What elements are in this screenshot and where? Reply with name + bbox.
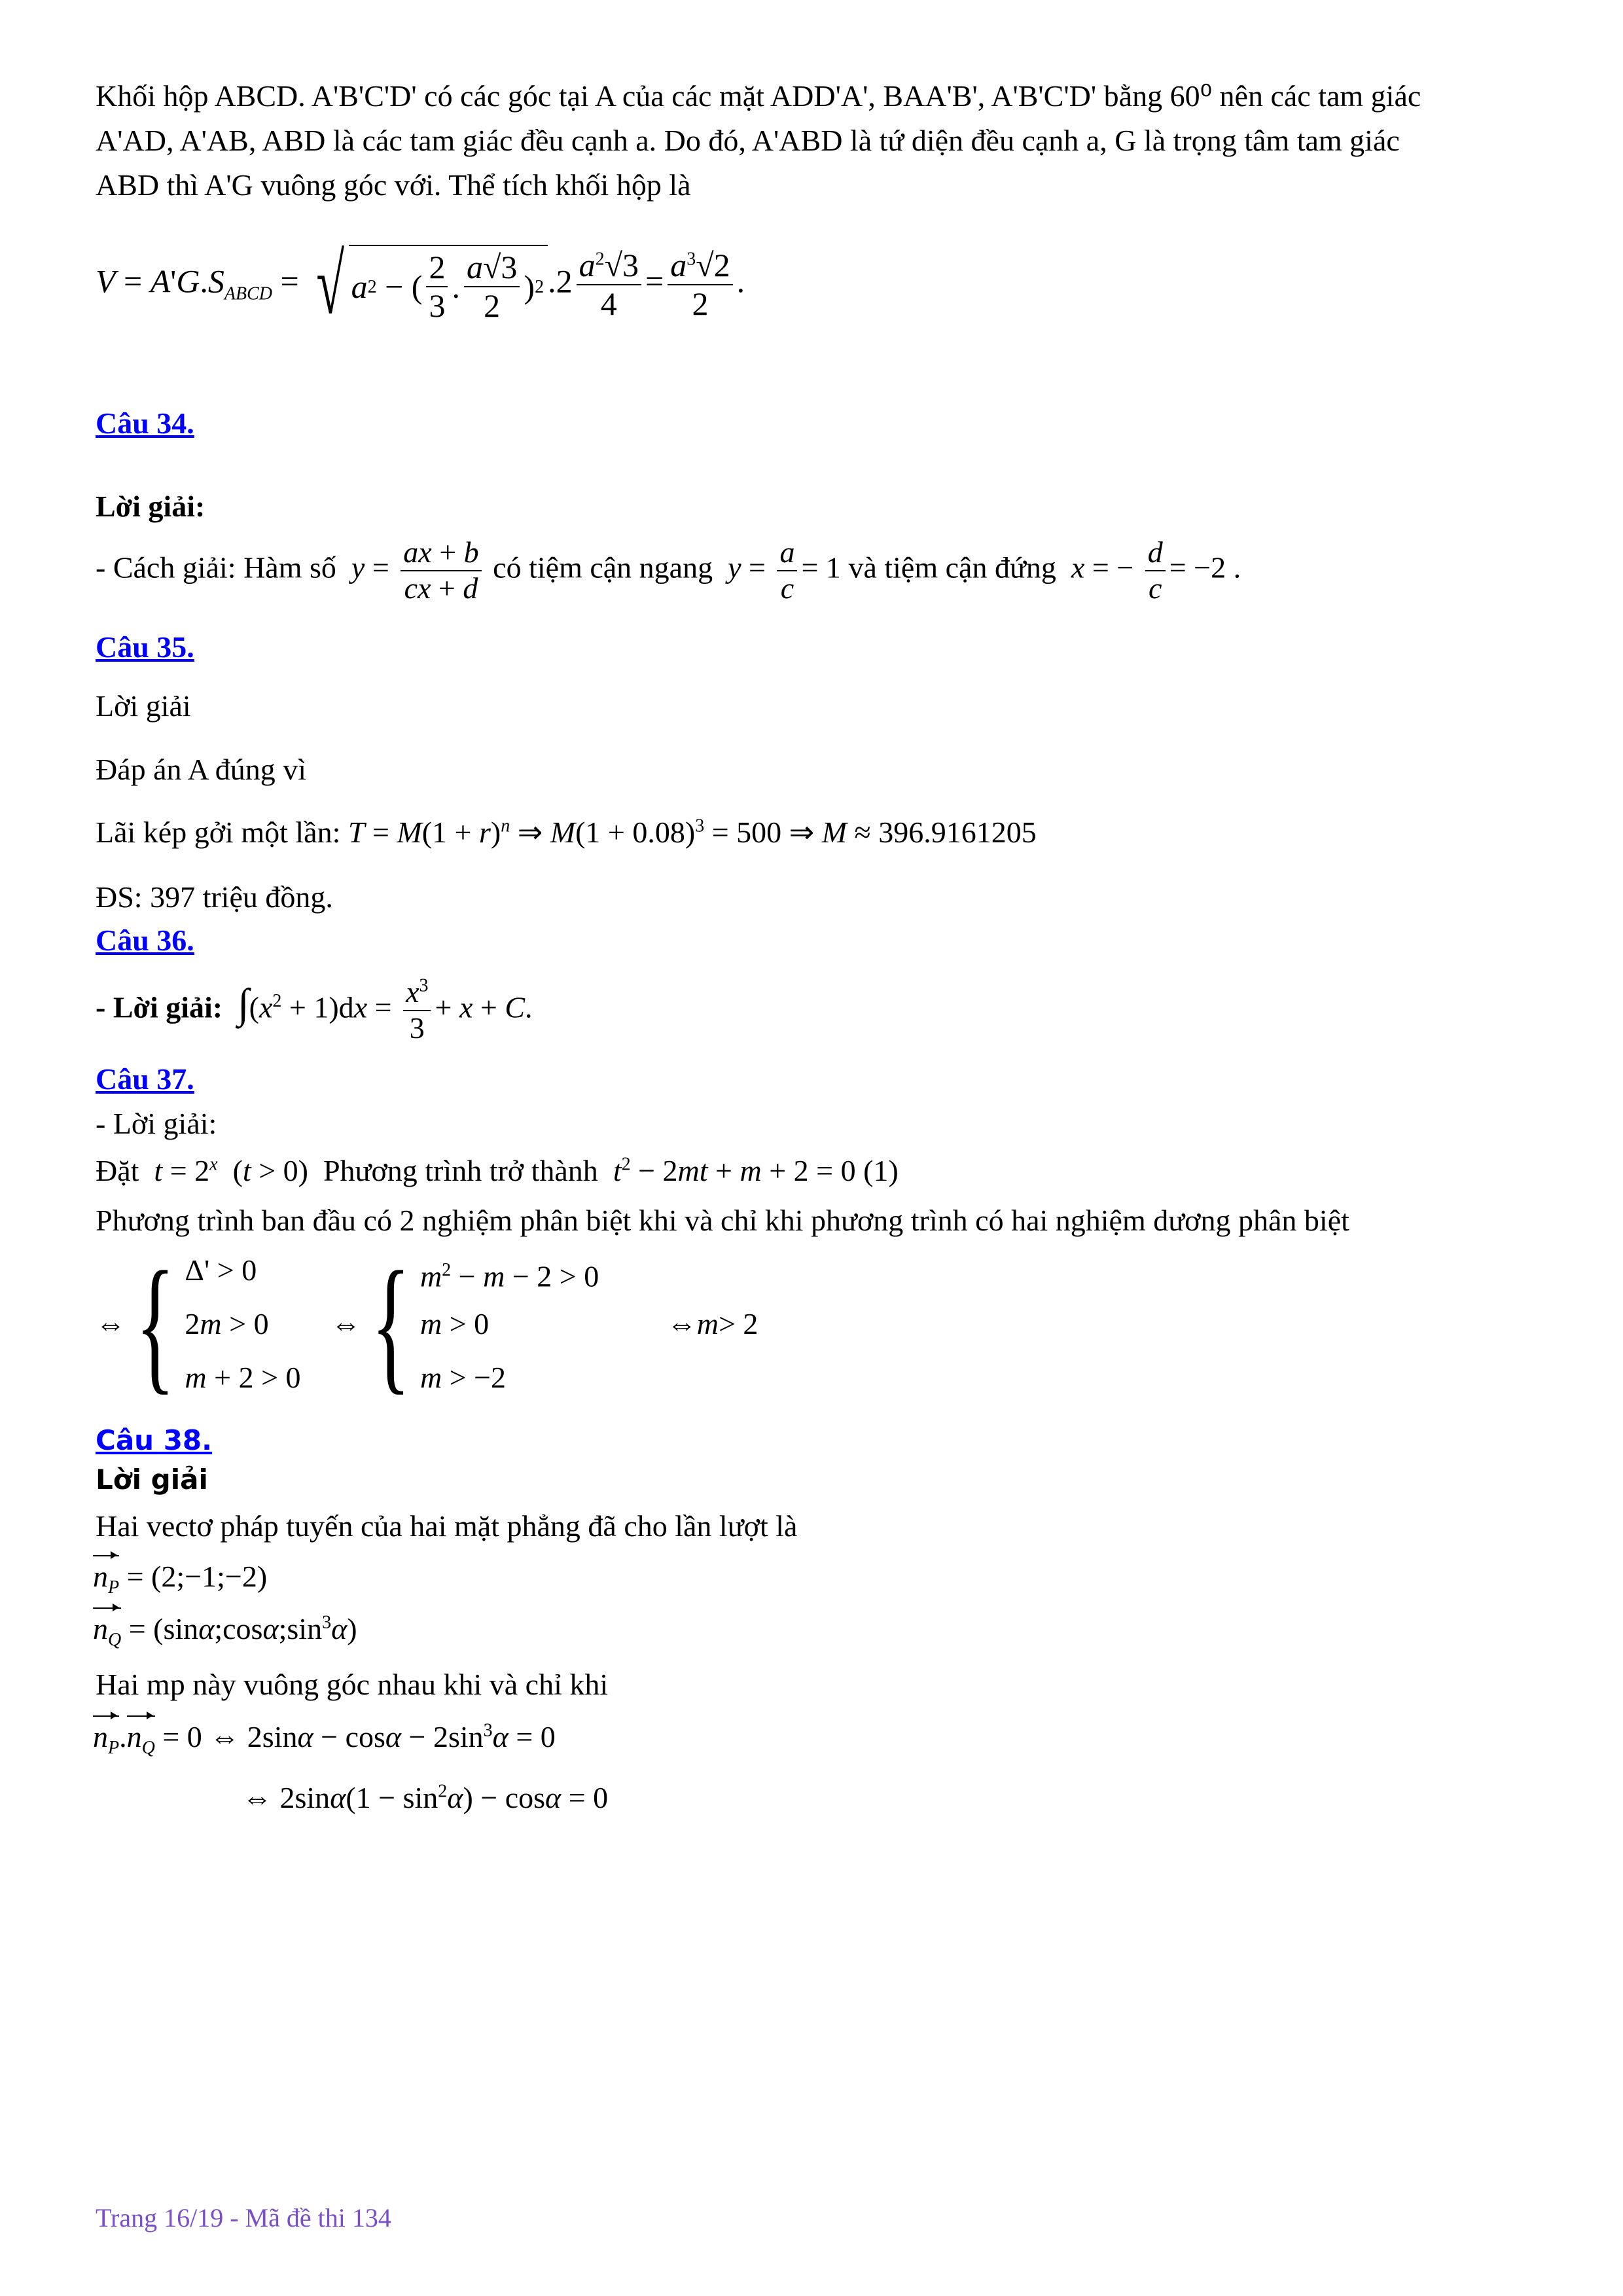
q35-heading: Câu 35. <box>96 630 194 664</box>
q34-heading: Câu 34. <box>96 406 194 440</box>
q38-solution-label: Lời giải <box>96 1463 208 1496</box>
q34-text: - Cách giải: Hàm số y = $\frac{ax + b}{cx + d}$ có tiệm cận ngang y = $\frac{a}{c}$ = 1 và tiệm cận đứng x = − $\frac{d}{c}$ = −2 . <box>96 535 1241 605</box>
q38-normal-text: Hai vectơ pháp tuyến của hai mặt phẳng đã cho lần lượt là <box>96 1509 798 1543</box>
para1-line3: ABD thì A'G vuông góc với. Thể tích khối hộp là <box>96 168 691 202</box>
q38-normal-q: $n_Q$ = $(\sin\alpha;\cos\alpha;\sin^3\alpha)$ <box>93 1610 357 1651</box>
q38-perp-text: Hai mp này vuông góc nhau khi và chỉ khi <box>96 1668 609 1701</box>
page-footer: Trang 16/19 - Mã đề thi 134 <box>96 2203 391 2233</box>
q35-solution-label: Lời giải <box>96 689 191 723</box>
q36-heading: Câu 36. <box>96 924 194 957</box>
q35-final: ĐS: 397 triệu đồng. <box>96 880 333 914</box>
q38-normal-p: $n_P$ = (2;−1;−2) <box>93 1558 267 1599</box>
q38-dot-product: $n_P.n_Q = 0$ ⇔ $2\sin\alpha - \cos\alpha - 2\sin^3\alpha = 0$ <box>93 1718 556 1759</box>
q38-heading: Câu 38. <box>96 1424 213 1456</box>
q37-substitution: Đặt $t = 2^x$ (t > 0) Phương trình trở thành $t^2 - 2mt + m + 2 = 0$ (1) <box>96 1154 899 1187</box>
q36-integral: - Lời giải: $\int(x^2 + 1)dx$ = $\frac{x^3}{3}$ + x + C. <box>96 975 533 1045</box>
q35-answer-line: Đáp án A đúng vì <box>96 753 306 786</box>
para1-line2: A'AD, A'AB, ABD là các tam giác đều cạnh a. Do đó, A'ABD là tứ diện đều cạnh a, G là trọng tâm tam giác <box>96 124 1400 157</box>
q34-solution-label: Lời giải: <box>96 490 205 523</box>
q37-solution-label: - Lời giải: <box>96 1107 217 1140</box>
q37-heading: Câu 37. <box>96 1062 194 1096</box>
q35-compound: Lãi kép gởi một lần: $T = M(1 + r)^n$ ⇒ $M(1 + 0.08)^3 = 500$ ⇒ M ≈ 396.9161205 <box>96 816 1037 849</box>
q37-condition: Phương trình ban đầu có 2 nghiệm phân biệt khi và chỉ khi phương trình có hai nghiệm dương phân biệt <box>96 1204 1349 1237</box>
para1-line1: Khối hộp ABCD. A'B'C'D' có các góc tại A của các mặt ADD'A', BAA'B', A'B'C'D' bằng 60⁰ nên các tam giác <box>96 79 1421 113</box>
volume-formula: $V = A'G.S_{ABCD}$ = √ a 2 − ( $\frac{2}{3}$ . $\frac{a√3}{2}$ ) 2 .2 $\frac{a^2√3}{4}$ = $\frac{a^3√2}{2}$ . <box>96 238 745 332</box>
q37-system: ⇔ { Δ' > 0 2m > 0 m + 2 > 0 ⇔ { $m^2 - m - 2 > 0$ m > 0 m > −2 ⇔ m > 2 <box>96 1240 758 1407</box>
q38-equivalent: ⇔ $2\sin\alpha(1 - \sin^2\alpha) - \cos\alpha = 0$ <box>242 1781 609 1814</box>
